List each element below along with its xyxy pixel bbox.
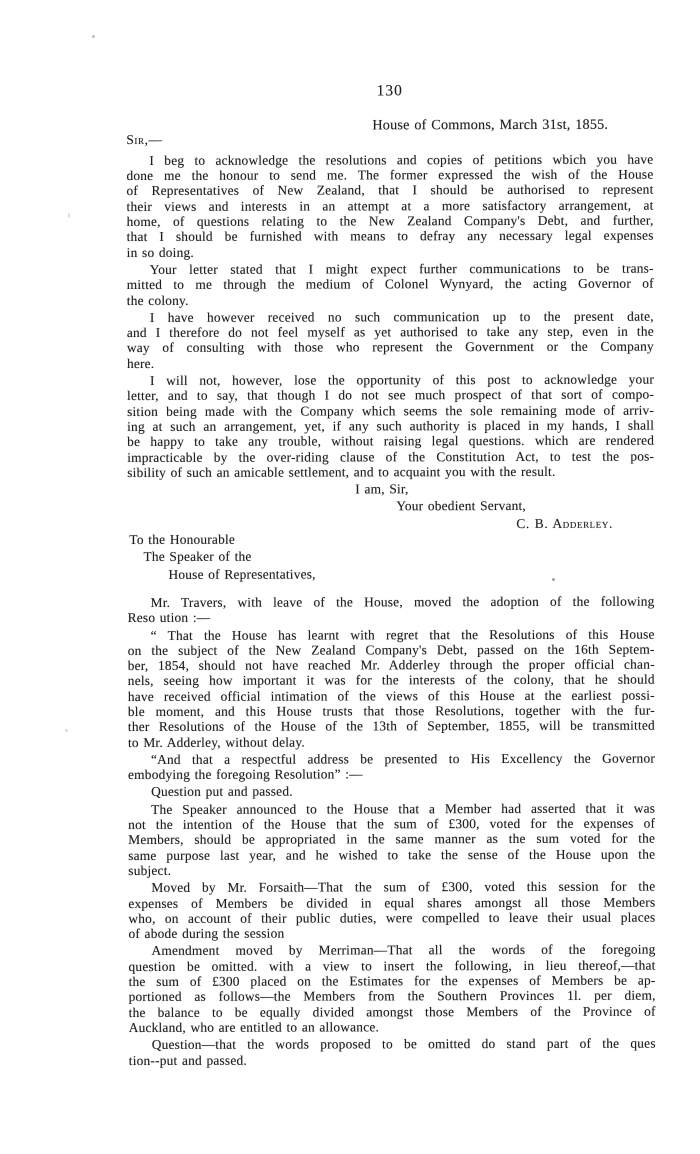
text-line: done me the honour to send me. The former expressed the wish of the House [126,166,654,184]
text-line: “And that a respectful address be presented to His Excellency the Governor [150,750,656,767]
text-line: have received official intimation of the views of this House at the earliest possi- [127,687,655,704]
closing-i-am-sir: I am, Sir, [355,481,409,497]
text-line: impracticable by the over-riding clause of the Constitution Act, to test the pos- [127,448,655,465]
text-line: ble moment, and this House trusts that those Resolutions, together with the fur- [127,702,655,719]
signature: C. B. Adderley. [516,515,613,531]
text-line: sition being made with the Company which seems the sole remaining mode of arriv- [127,402,655,419]
proceedings-paragraph-1 [128,594,655,626]
text-line: I will not, however, lose the opportunity of this post to acknowledge your [149,371,655,388]
salutation: Sir,— [126,131,163,147]
letter-paragraph-2 [127,261,654,308]
text-line: mitted to me through the medium of Colonel Wynyard, the acting Governor of [126,275,654,293]
text-line: Reso ution :— [127,609,211,626]
text-line: letter, and to say, that though I do not see much prospect of that sort of compo- [127,386,655,404]
proceedings-paragraph-8 [129,1036,656,1068]
text-line: Mr. Travers, with leave of the House, moved the adoption of the following [150,593,655,610]
proceedings-paragraph-6 [128,879,655,942]
text-line: portioned as follows—the Members from the Southern Provinces 1l. per diem, [128,987,656,1005]
text-line: that I should be furnished with means to defray any necessary legal expenses [126,227,654,245]
text-line: and I therefore do not feel myself as yet authorised to take any step, even in the [126,323,654,341]
text-line: who, on account of their public duties, were compelled to leave their usual places [128,909,656,926]
text-line: embodying the foregoing Resolution” :— [128,766,363,783]
text-line: I beg to acknowledge the resolutions and copies of petitions wbich you have [149,151,654,168]
closing-obedient-servant: Your obedient Servant, [396,498,526,514]
letter-paragraph-1 [126,152,653,260]
text-line: Question put and passed. [151,784,293,800]
address-line-2: The Speaker of the [143,548,252,565]
text-line: tion--put and passed. [128,1052,247,1068]
text-line: subject. [128,862,172,878]
text-line: of Representatives of New Zealand, that I should be authorised to represent [126,182,654,199]
page-number: 130 [376,82,403,100]
text-line: question be omitted. with a view to insert the following, in lieu thereof,—that [128,957,656,974]
text-line: not the intention of the House that the sum of £300, voted for the expenses of [128,815,656,833]
text-line: same purpose last year, and he wished to take the sense of the House upon the [128,846,656,863]
letter-paragraph-4 [127,372,654,480]
text-line: on the subject of the New Zealand Company's Debt, passed on the 16th Septem- [127,641,655,658]
text-line: ing at such an arrangement, yet, if any such authority is placed in my hands, I shall [127,417,655,434]
page-content [126,0,656,1068]
scan-speck [92,35,95,38]
proceedings-paragraph-4 [128,783,655,800]
scan-speck [68,213,70,218]
dateline: House of Commons, March 31st, 1855. [372,117,609,134]
proceedings-paragraph-7 [128,942,655,1035]
text-line: expenses of Members be divided in equal shares amongst all those Members [128,894,656,911]
text-line: the colony. [126,292,189,308]
letter-paragraph-3 [127,308,654,371]
text-line: Auckland, who are entitled to an allowance. [128,1019,380,1035]
text-line: here. [126,355,155,371]
proceedings-paragraph-3 [128,750,655,782]
text-line: nels, seeing how important it was for the interests of the colony, that he should [127,672,655,689]
text-line: I have however received no such communication up to the present date, [149,308,654,325]
text-line: the sum of £300 placed on the Estimates for the expenses of Members be ap- [128,972,656,990]
text-line: of abode during the session [128,925,285,942]
text-line: the balance to be equally divided amongst those Members of the Province of [128,1003,656,1020]
text-line: Question—that the words proposed to be omitted do stand part of the ques [151,1035,656,1053]
text-line: Members, should be appropriated in the same manner as the sum voted for the [128,830,656,848]
proceedings-paragraph-2 [128,626,655,750]
text-line: their views and interests in an attempt at a more satisfactory arrangement, at [126,197,654,214]
text-line: Your letter stated that I might expect further communications to be trans- [149,260,654,277]
text-line: ther Resolutions of the House of the 13th of September, 1855, will be transmitted [127,717,655,735]
text-line: to Mr. Adderley, without delay. [127,734,305,750]
address-line-1: To the Honourable [129,531,236,548]
text-line: The Speaker announced to the House that a Member had asserted that it was [151,800,656,817]
text-line: Moved by Mr. Forsaith—That the sum of £300, voted this session for the [151,878,656,896]
text-line: “ That the House has learnt with regret that the Resolutions of this House [150,626,655,643]
text-line: ber, 1854, should not have reached Mr. Adderley through the proper official chan- [127,656,655,674]
scan-speck [65,729,68,732]
address-line-3: House of Representatives, [168,566,316,582]
text-line: sibility of such an amicable settlement, and to acquaint you with the result. [127,463,556,480]
text-line: in so doing. [126,244,194,260]
text-line: Amendment moved by Merriman—That all the words of the foregoing [151,942,656,959]
text-line: be happy to take any trouble, without raising legal questions. which are rendered [127,432,655,450]
text-line: way of consulting with those who represent the Government or the Company [126,339,654,356]
text-line: home, of questions relating to the New Zealand Company's Debt, and further, [126,212,654,230]
proceedings-paragraph-5 [128,800,655,878]
